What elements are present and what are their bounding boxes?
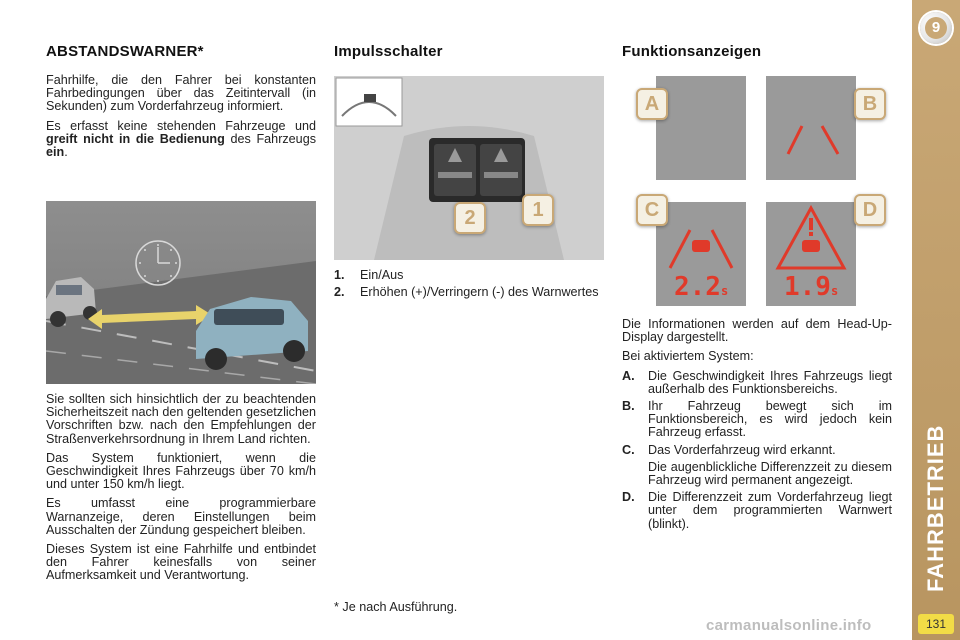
display-key-c: C.: [622, 442, 635, 457]
switch-panel: [429, 138, 525, 202]
intro2-bold-b: greift nicht in die Bedienung: [46, 131, 225, 146]
display-item-d: [622, 491, 892, 531]
display-item-a: [622, 370, 892, 396]
lane-lines-svg: [766, 76, 856, 180]
body-paragraph-2: Das System funktioniert, wenn die Geschwindigkeit Ihres Fahrzeugs über 70 km/h und unter 150 km/h liegt.: [46, 450, 316, 492]
display-text-b: Ihr Fahrzeug bewegt sich im Funktionsbereich, es wird jedoch kein Fahrzeug erfasst.: [648, 399, 892, 440]
panel-label-d: D: [854, 194, 886, 226]
road-illustration: [46, 201, 316, 384]
section-label-text: FAHRBETRIEB: [923, 424, 948, 592]
display-panels: [622, 76, 892, 308]
section-title-impulsschalter: Impulsschalter: [334, 43, 443, 60]
display-text-a: Die Geschwindigkeit Ihres Fahrzeugs liegt außerhalb des Funktionsbereichs.: [648, 368, 892, 396]
display-c-unit: s: [720, 284, 729, 298]
intro2-text-a: Es erfasst keine stehenden Fahrzeuge und: [46, 118, 316, 133]
footnote-text: * Je nach Ausführung.: [334, 600, 458, 614]
chapter-number: 9: [925, 17, 947, 39]
legend-item-1: [334, 269, 604, 282]
column-funktionsanzeigen: [622, 0, 892, 60]
display-panel-c: [656, 202, 746, 306]
chapter-sidebar: [912, 0, 960, 640]
display-text-c-extra: Die augenblickliche Differenzzeit zu diesem Fahrzeug wird permanent angezeigt.: [648, 459, 892, 488]
display-intro-1: Die Informationen werden auf dem Head-Up-Display dargestellt.: [622, 317, 892, 345]
column-abstandswarner-lower: [46, 393, 316, 589]
legend-item-2: [334, 286, 604, 299]
body-paragraph-3: Es umfasst eine programmierbare Warnanzeige, deren Einstellungen beim Ausschalten der Zündung gespeichert bleiben.: [46, 496, 316, 537]
intro2-text-c: des Fahrzeugs: [224, 131, 316, 146]
body-paragraph-1: Sie sollten sich hinsichtlich der zu beachtenden Sicherheitszeit nach den geltenden gesetzlichen Vorschriften bzw. nach den Empfehlungen der Straßenverkehrsordnung in Ihrem Land richten.: [46, 392, 316, 446]
intro2-bold-d: ein: [46, 145, 65, 160]
switch-legend-list: [334, 269, 604, 299]
legend-key-2: 2.: [334, 285, 345, 300]
display-d-number: 1.9: [784, 272, 831, 302]
display-item-b: [622, 400, 892, 440]
intro2-text-e: .: [64, 145, 68, 160]
display-panel-b: [766, 76, 856, 180]
display-legend-list: [622, 370, 892, 531]
display-panel-a: [656, 76, 746, 180]
display-key-b: B.: [622, 399, 635, 414]
display-text-d: Die Differenzzeit zum Vorderfahrzeug liegt unter dem programmierten Warnwert (blinkt).: [648, 490, 892, 531]
dashboard-thumbnail: [336, 78, 402, 126]
footnote: [334, 601, 604, 620]
legend-key-1: 1.: [334, 268, 345, 282]
chapter-badge: [920, 12, 952, 44]
column-impulsschalter: [334, 0, 604, 60]
page-number: 131: [918, 614, 954, 634]
display-item-c: [622, 444, 892, 457]
display-text-c: Das Vorderfahrzeug wird erkannt.: [648, 442, 836, 457]
intro-paragraph-2: [46, 120, 316, 160]
display-key-c-extra: [622, 461, 648, 487]
panel-label-c: C: [636, 194, 668, 226]
switch-legend: [334, 269, 604, 303]
column-abstandswarner: [46, 0, 316, 165]
switch-illustration: [334, 76, 604, 260]
display-key-d: D.: [622, 490, 635, 505]
section-label: [918, 398, 954, 618]
road-scene-svg: [46, 201, 316, 384]
section-title-abstandswarner: ABSTANDSWARNER*: [46, 43, 204, 60]
body-paragraph-4: Dieses System ist eine Fahrhilfe und entbindet den Fahrer keinesfalls von seiner Aufmerksamkeit und Verantwortung.: [46, 542, 316, 583]
callout-2: 2: [454, 202, 486, 234]
panel-label-b: B: [854, 88, 886, 120]
callout-1: 1: [522, 194, 554, 226]
display-d-value: [784, 272, 838, 302]
warning-triangle-icon: [778, 208, 844, 268]
funktionsanzeigen-text: [622, 318, 892, 535]
watermark: carmanualsonline.info: [706, 617, 872, 634]
intro-paragraph-1: Fahrhilfe, die den Fahrer bei konstanten Fahrbedingungen über das Zeitintervall (in Sekunden) zum Vorderfahrzeug informiert.: [46, 73, 316, 114]
display-key-a: A.: [622, 368, 635, 383]
legend-text-2: Erhöhen (+)/Verringern (-) des Warnwertes: [360, 285, 599, 300]
display-d-unit: s: [830, 284, 839, 298]
section-title-funktionsanzeigen: Funktionsanzeigen: [622, 43, 762, 60]
clock-icon: [136, 241, 180, 285]
legend-text-1: Ein/Aus: [360, 268, 404, 282]
display-c-value: [674, 272, 728, 302]
panel-label-a: A: [636, 88, 668, 120]
car-icon-c: [692, 240, 710, 252]
display-intro-2: Bei aktiviertem System:: [622, 349, 754, 364]
display-panel-d: [766, 202, 856, 306]
display-item-c-extra: [622, 461, 892, 487]
car-icon-d: [802, 240, 820, 252]
display-c-number: 2.2: [674, 272, 721, 302]
